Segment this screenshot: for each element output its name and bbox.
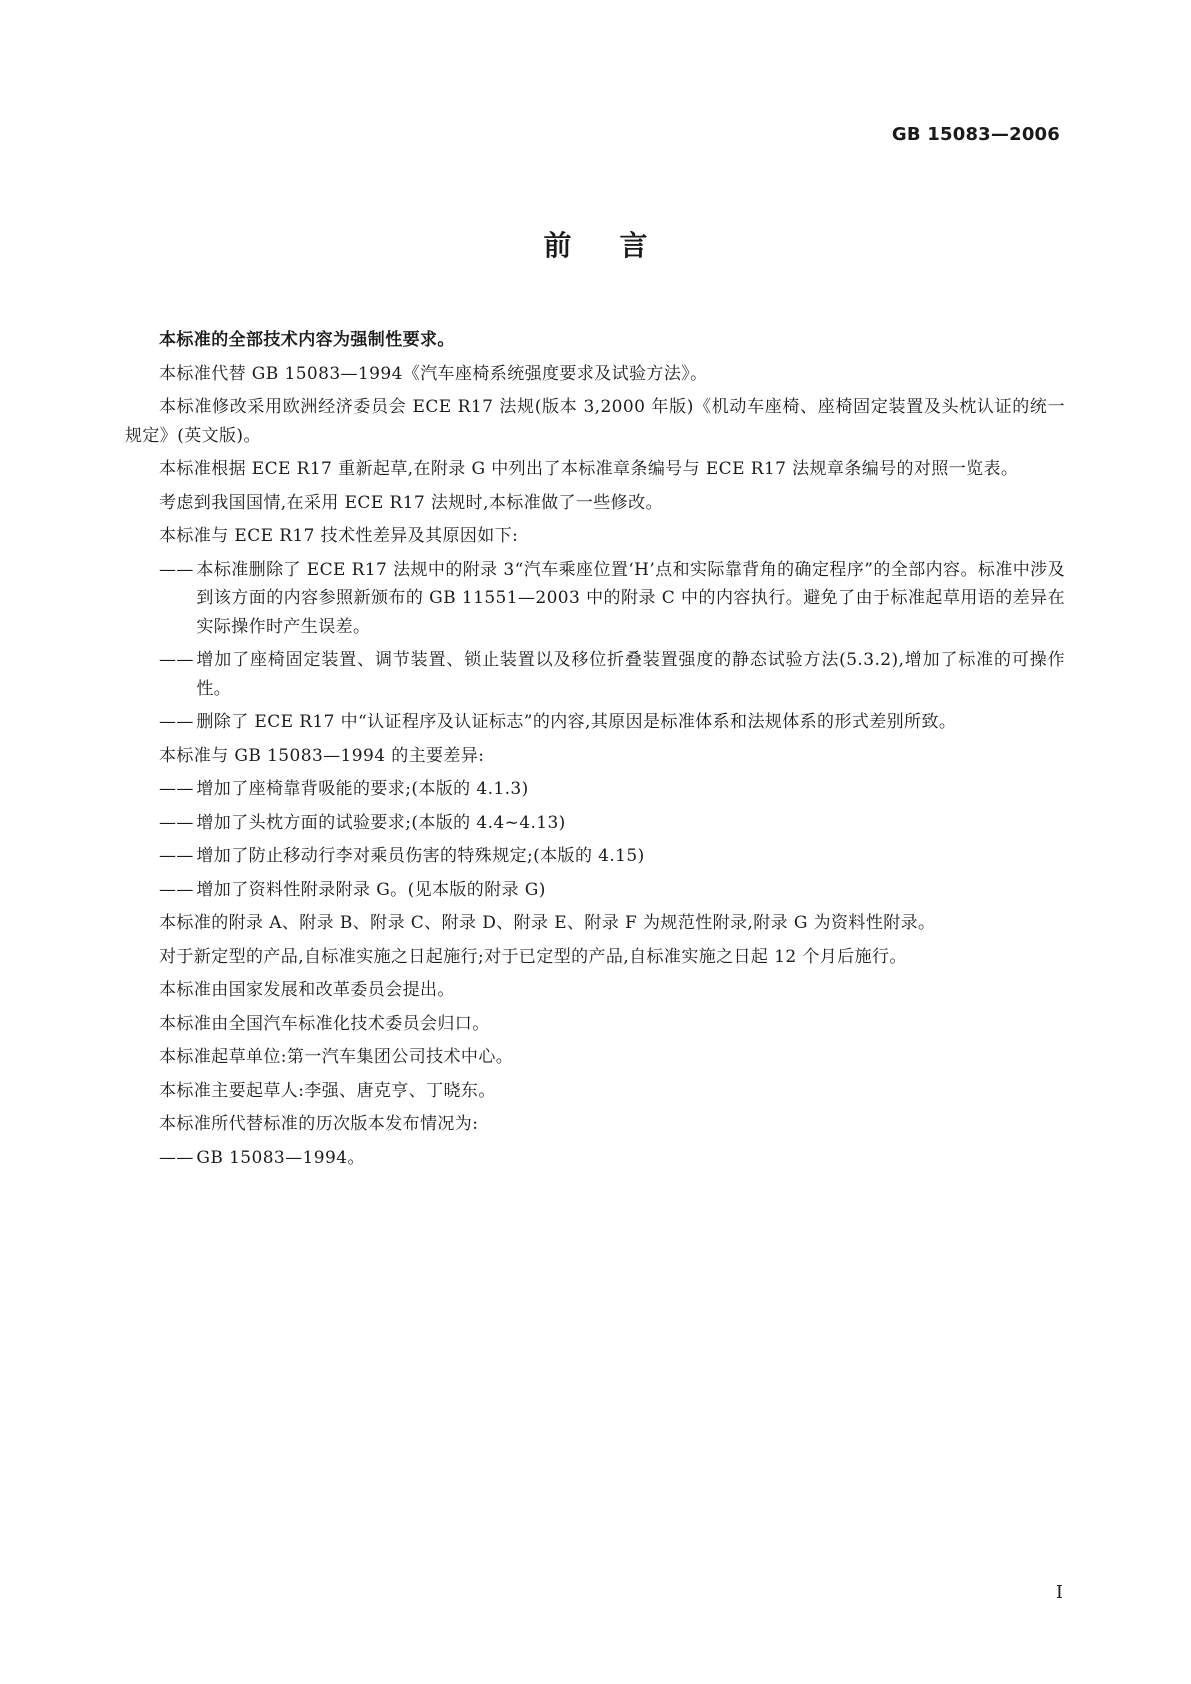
list-item-text: 增加了头枕方面的试验要求;(本版的 4.4~4.13) xyxy=(196,812,566,833)
standard-code: GB 15083—2006 xyxy=(891,124,1060,145)
paragraph-redrafted: 本标准根据 ECE R17 重新起草,在附录 G 中列出了本标准章条编号与 ECE R17 法规章条编号的对照一览表。 xyxy=(159,459,1019,479)
list-item xyxy=(125,556,1065,642)
list-item-text: 增加了资料性附录附录 G。(见本版的附录 G) xyxy=(196,879,546,900)
paragraph-main-differences: 本标准与 GB 15083—1994 的主要差异: xyxy=(159,745,485,766)
dash-mark: —— xyxy=(159,1147,194,1168)
dash-mark: —— xyxy=(159,712,194,732)
document-body xyxy=(125,326,1065,1177)
paragraph-previous-editions: 本标准所代替标准的历次版本发布情况为: xyxy=(159,1114,479,1134)
list-item-text: 增加了防止移动行李对乘员伤害的特殊规定;(本版的 4.15) xyxy=(196,846,645,866)
list-item xyxy=(125,708,1065,737)
paragraph-annexes: 本标准的附录 A、附录 B、附录 C、附录 D、附录 E、附录 F 为规范性附录,附录 G 为资料性附录。 xyxy=(159,913,936,933)
paragraph-implementation: 对于新定型的产品,自标准实施之日起施行;对于已定型的产品,自标准实施之日起 12 个月后施行。 xyxy=(159,946,907,967)
dash-mark: —— xyxy=(159,779,194,799)
paragraph-replaces: 本标准代替 GB 15083—1994《汽车座椅系统强度要求及试验方法》。 xyxy=(159,363,708,384)
dash-mark: —— xyxy=(159,846,194,866)
dash-mark: —— xyxy=(159,650,194,670)
dash-mark: —— xyxy=(159,879,194,900)
list-item-text: GB 15083—1994。 xyxy=(196,1147,365,1168)
list-item-text: 增加了座椅靠背吸能的要求;(本版的 4.1.3) xyxy=(196,779,529,799)
list-item xyxy=(125,775,1065,804)
paragraph-proposed-by: 本标准由国家发展和改革委员会提出。 xyxy=(159,980,455,1000)
list-item xyxy=(125,842,1065,871)
page-title: 前言 xyxy=(543,229,696,262)
paragraph-drafting-unit: 本标准起草单位:第一汽车集团公司技术中心。 xyxy=(159,1047,514,1067)
dash-mark: —— xyxy=(159,812,194,833)
list-item xyxy=(125,1144,1065,1173)
dash-mark: —— xyxy=(159,559,194,580)
list-item-text: 本标准删除了 ECE R17 法规中的附录 3“汽车乘座位置‘H’点和实际靠背角的确定程序”的全部内容。标准中涉及到该方面的内容参照新颁布的 GB 11551—2003 中的附录 C 中的内容执行。避免了由于标准起草用语的差异在实际操作时产生误差。 xyxy=(196,559,1065,637)
paragraph-modifications: 考虑到我国国情,在采用 ECE R17 法规时,本标准做了一些修改。 xyxy=(159,492,663,513)
list-item-text: 删除了 ECE R17 中“认证程序及认证标志”的内容,其原因是标准体系和法规体系的形式差别所致。 xyxy=(196,712,957,732)
paragraph-drafters: 本标准主要起草人:李强、唐克亨、丁晓东。 xyxy=(159,1080,496,1101)
paragraph-adoption: 本标准修改采用欧洲经济委员会 ECE R17 法规(版本 3,2000 年版)《机动车座椅、座椅固定装置及头枕认证的统一规定》(英文版)。 xyxy=(125,397,1065,446)
list-item-text: 增加了座椅固定装置、调节装置、锁止装置以及移位折叠装置强度的静态试验方法(5.3.2),增加了标准的可操作性。 xyxy=(196,650,1065,699)
list-item xyxy=(125,809,1065,838)
paragraph-centralized-by: 本标准由全国汽车标准化技术委员会归口。 xyxy=(159,1013,490,1034)
list-item xyxy=(125,646,1065,703)
paragraph-differences-intro: 本标准与 ECE R17 技术性差异及其原因如下: xyxy=(159,526,519,546)
page-number: I xyxy=(1055,1582,1063,1603)
list-item xyxy=(125,876,1065,905)
paragraph-mandatory: 本标准的全部技术内容为强制性要求。 xyxy=(159,330,455,350)
